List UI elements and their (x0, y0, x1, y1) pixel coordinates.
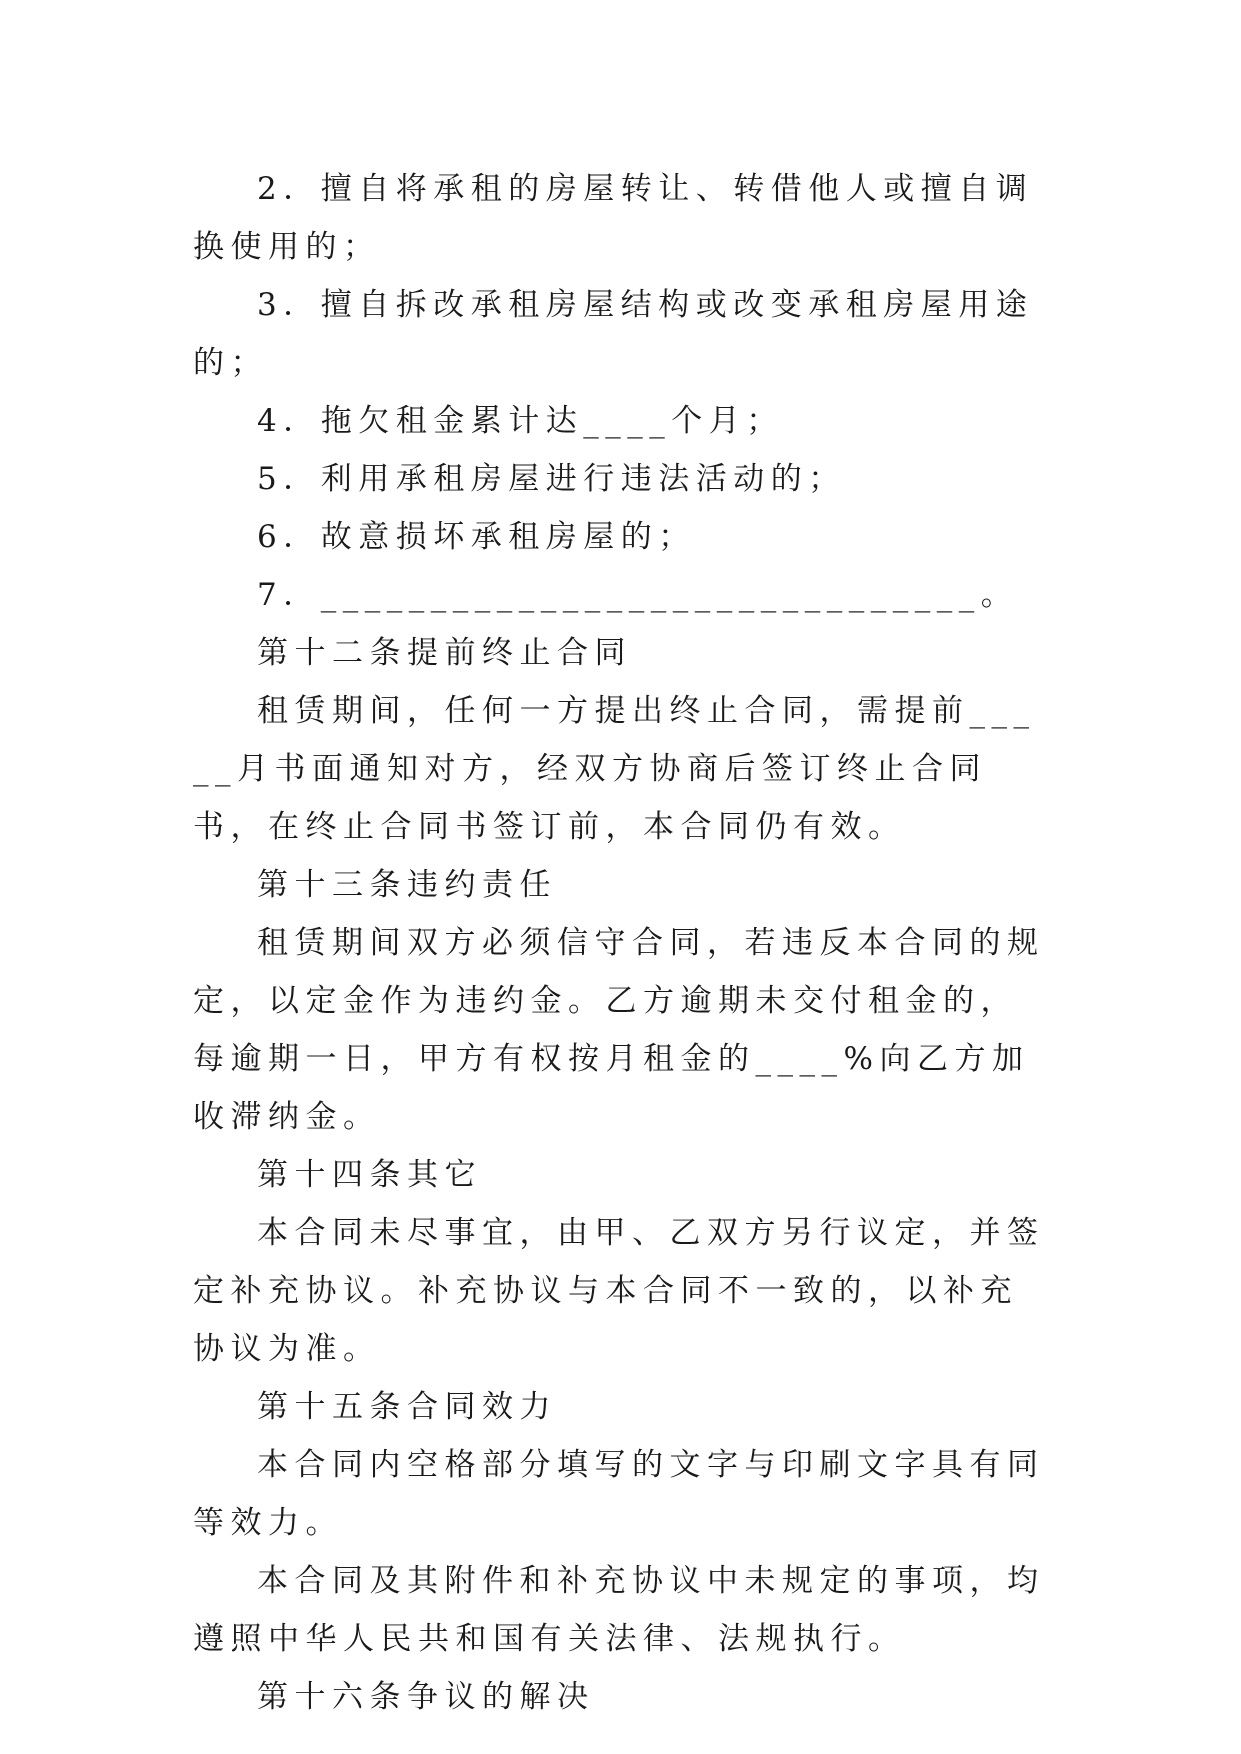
clause-item-3: 3．擅自拆改承租房屋结构或改变承租房屋用途的； (193, 287, 1034, 381)
article-15-body-2: 本合同及其附件和补充协议中未规定的事项，均遵照中华人民共和国有关法律、法规执行。 (193, 1563, 1045, 1657)
article-13-body: 租赁期间双方必须信守合同，若违反本合同的规定，以定金作为违约金。乙方逾期未交付租金的，每逾期一日，甲方有权按月租金的____%向乙方加收滞纳金。 (193, 925, 1045, 1135)
article-13-heading: 第十三条违约责任 (257, 867, 557, 903)
article-14-heading: 第十四条其它 (257, 1157, 482, 1193)
article-12-heading: 第十二条提前终止合同 (257, 635, 632, 671)
article-14-body: 本合同未尽事宜，由甲、乙双方另行议定，并签定补充协议。补充协议与本合同不一致的，以补充协议为准。 (193, 1215, 1045, 1367)
article-15-heading: 第十五条合同效力 (257, 1389, 557, 1425)
document-page (193, 160, 1053, 1726)
clause-item-5: 5．利用承租房屋进行违法活动的； (257, 461, 846, 497)
clause-item-4: 4．拖欠租金累计达____个月； (257, 403, 784, 439)
clause-item-6: 6．故意损坏承租房屋的； (257, 519, 696, 555)
clause-item-7: 7．______________________________。 (257, 577, 1019, 613)
article-12-body: 租赁期间，任何一方提出终止合同，需提前_____月书面通知对方，经双方协商后签订终止合同书，在终止合同书签订前，本合同仍有效。 (193, 693, 1036, 845)
article-15-body-1: 本合同内空格部分填写的文字与印刷文字具有同等效力。 (193, 1447, 1045, 1541)
clause-item-2: 2．擅自将承租的房屋转让、转借他人或擅自调换使用的； (193, 171, 1034, 265)
article-16-heading: 第十六条争议的解决 (257, 1679, 595, 1715)
